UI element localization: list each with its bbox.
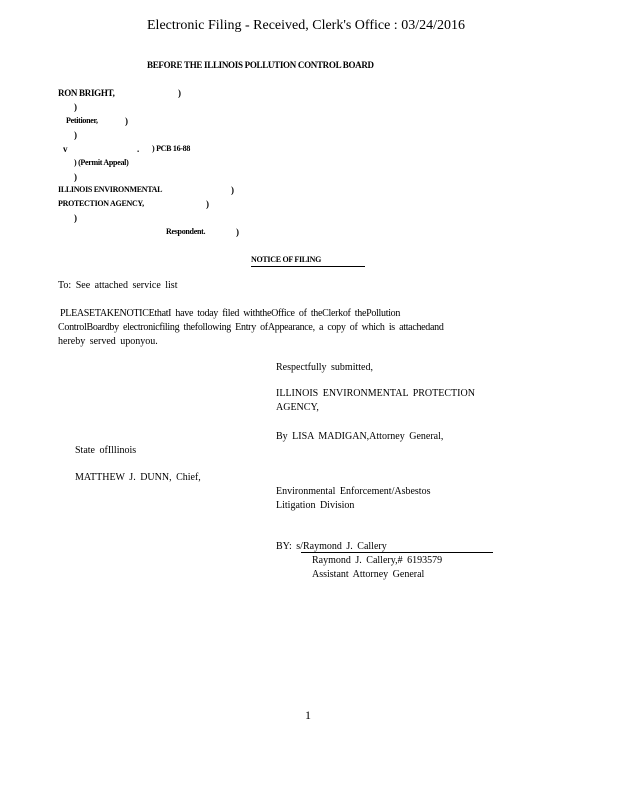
caption-paren: ) bbox=[74, 130, 77, 140]
signer-title-line: Assistant Attorney General bbox=[312, 569, 425, 580]
service-list-line: To: See attached service list bbox=[58, 280, 178, 291]
notice-body-line: ControlBoardby electronicfiling thefollowing Entry ofAppearance, a copy of which is attachedand bbox=[58, 322, 444, 333]
division-line2: Litigation Division bbox=[276, 500, 355, 511]
notice-title: NOTICE OF FILING bbox=[251, 255, 322, 264]
caption-paren: ) bbox=[231, 185, 234, 195]
page-number: 1 bbox=[305, 708, 311, 722]
signer-name-line: Raymond J. Callery,# 6193579 bbox=[312, 555, 443, 566]
caption-paren: ) bbox=[74, 213, 77, 223]
filing-stamp-header: Electronic Filing - Received, Clerk's Office : 03/24/2016 bbox=[147, 18, 465, 33]
caption-respondent-name-line1: ILLINOIS ENVIRONMENTAL bbox=[58, 185, 163, 194]
caption-paren: ) bbox=[74, 172, 77, 182]
caption-versus: v bbox=[63, 144, 68, 154]
respectfully-submitted: Respectfully submitted, bbox=[276, 362, 373, 373]
signature-line bbox=[301, 552, 493, 553]
electronic-signature: Raymond J. Callery bbox=[303, 541, 387, 552]
notice-body-line: PLEASETAKENOTICEthatI have today filed withtheOffice of theClerkof thePollution bbox=[60, 308, 401, 319]
caption-paren: ) bbox=[236, 227, 239, 237]
court-name: BEFORE THE ILLINOIS POLLUTION CONTROL BOARD bbox=[147, 60, 374, 70]
caption-respondent-name-line2: PROTECTION AGENCY, bbox=[58, 199, 144, 208]
caption-petitioner-name: RON BRIGHT, bbox=[58, 88, 115, 98]
notice-body-line: hereby served uponyou. bbox=[58, 336, 158, 347]
caption-paren: ) bbox=[178, 88, 181, 98]
caption-permit-appeal: ) (Permit Appeal) bbox=[74, 158, 129, 167]
caption-paren: ) bbox=[74, 102, 77, 112]
signature-by-label: BY: s/ bbox=[276, 541, 303, 552]
caption-petitioner-label: Petitioner, bbox=[66, 116, 98, 125]
chief-line: MATTHEW J. DUNN, Chief, bbox=[75, 472, 201, 483]
caption-case-number: ) PCB 16-88 bbox=[152, 144, 191, 153]
attorney-general-line: By LISA MADIGAN,Attorney General, bbox=[276, 431, 444, 442]
state-line: State ofIllinois bbox=[75, 445, 137, 456]
notice-title-underline bbox=[251, 266, 365, 267]
caption-respondent-label: Respondent. bbox=[166, 227, 206, 236]
caption-paren: ) bbox=[125, 116, 128, 126]
division-line1: Environmental Enforcement/Asbestos bbox=[276, 486, 431, 497]
caption-paren: ) bbox=[206, 199, 209, 209]
caption-dot: . bbox=[137, 144, 139, 154]
agency-name-line1: ILLINOIS ENVIRONMENTAL PROTECTION bbox=[276, 388, 475, 399]
agency-name-line2: AGENCY, bbox=[276, 402, 319, 413]
